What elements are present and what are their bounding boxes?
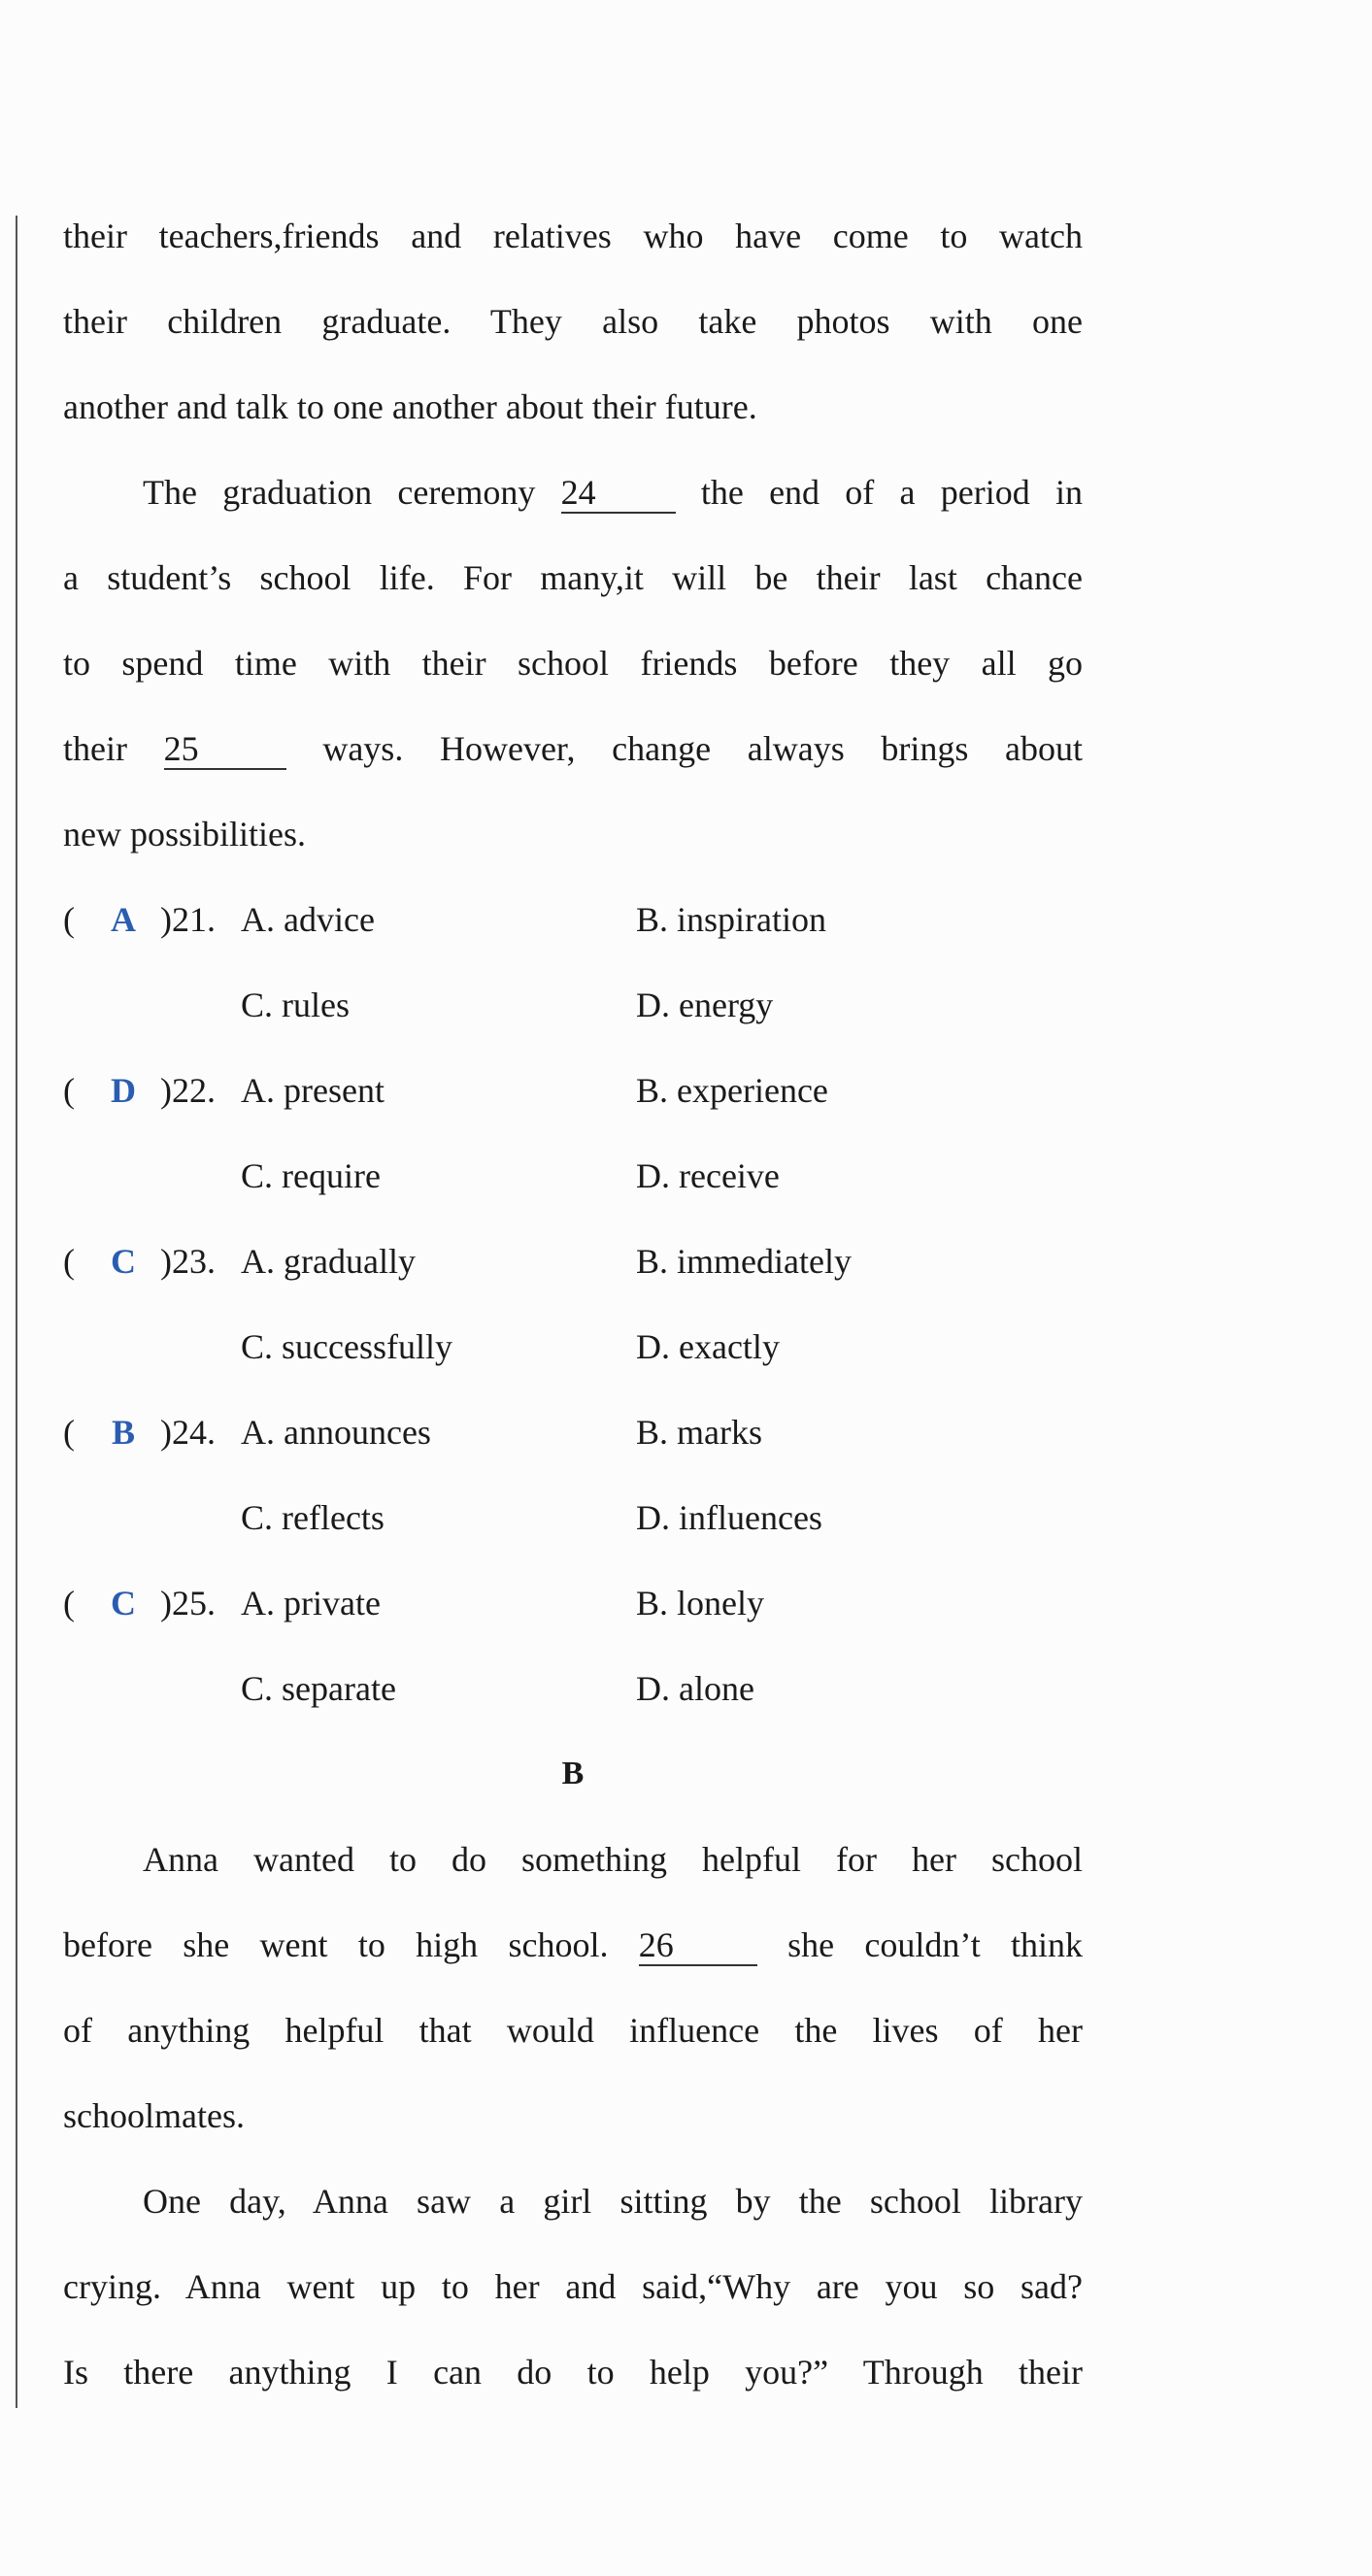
- option-a: A. gradually: [241, 1242, 416, 1281]
- option-a: A. present: [241, 1071, 385, 1110]
- passage-text: The graduation ceremony: [143, 473, 536, 512]
- option-a: A. announces: [241, 1413, 431, 1452]
- answer-25: C: [111, 1584, 136, 1623]
- answer-24: B: [111, 1413, 135, 1452]
- option-c: C. reflects: [241, 1498, 385, 1537]
- passage-line: new possibilities.: [63, 815, 306, 853]
- blank-24: 24: [561, 473, 676, 514]
- passage-line-with-blank-26: [63, 1924, 1083, 1966]
- option-b: B. inspiration: [636, 900, 826, 939]
- passage-line: crying. Anna went up to her and said,“Why are you so sad?: [63, 2267, 1083, 2306]
- option-d: D. energy: [636, 986, 774, 1024]
- option-c: C. separate: [241, 1669, 396, 1708]
- question-number: )24.: [160, 1413, 216, 1452]
- passage-line: their children graduate. They also take photos with one: [63, 302, 1083, 341]
- passage-line: to spend time with their school friends before they all go: [63, 644, 1083, 683]
- question-number: )25.: [160, 1584, 216, 1623]
- passage-line: schoolmates.: [63, 2096, 245, 2135]
- passage-text: before she went to high school.: [63, 1925, 609, 1964]
- answer-22: D: [111, 1071, 136, 1110]
- blank-25: 25: [164, 729, 286, 770]
- passage-line: a student’s school life. For many,it will be their last chance: [63, 558, 1083, 597]
- passage-text: she couldn’t think: [787, 1925, 1084, 1964]
- passage-line: Is there anything I can do to help you?” Through their: [63, 2353, 1083, 2392]
- option-d: D. alone: [636, 1669, 754, 1708]
- option-b: B. experience: [636, 1071, 828, 1110]
- option-c: C. successfully: [241, 1327, 452, 1366]
- passage-line: their teachers,friends and relatives who have come to watch: [63, 217, 1083, 255]
- option-c: C. require: [241, 1156, 381, 1195]
- paren-open: (: [63, 900, 75, 939]
- answer-21: A: [111, 900, 136, 939]
- option-b: B. immediately: [636, 1242, 852, 1281]
- left-margin-rule: [16, 216, 17, 2408]
- passage-line: another and talk to one another about their future.: [63, 387, 757, 426]
- answer-23: C: [111, 1242, 136, 1281]
- option-d: D. influences: [636, 1498, 822, 1537]
- passage-line-with-blank-25: [63, 727, 1083, 770]
- paren-open: (: [63, 1242, 75, 1281]
- question-number: )21.: [160, 900, 216, 939]
- passage-text: their: [63, 729, 127, 768]
- option-d: D. exactly: [636, 1327, 780, 1366]
- passage-line: of anything helpful that would influence the lives of her: [63, 2011, 1083, 2050]
- paren-open: (: [63, 1584, 75, 1623]
- passage-line: Anna wanted to do something helpful for her school: [143, 1840, 1083, 1879]
- option-c: C. rules: [241, 986, 350, 1024]
- paren-open: (: [63, 1071, 75, 1110]
- section-heading: B: [561, 1756, 585, 1791]
- passage-text: the end of a period in: [700, 473, 1083, 512]
- passage-line: One day, Anna saw a girl sitting by the school library: [143, 2182, 1083, 2221]
- option-a: A. private: [241, 1584, 381, 1623]
- question-number: )22.: [160, 1071, 216, 1110]
- question-number: )23.: [160, 1242, 216, 1281]
- paren-open: (: [63, 1413, 75, 1452]
- option-a: A. advice: [241, 900, 375, 939]
- option-d: D. receive: [636, 1156, 780, 1195]
- passage-line-with-blank-24: [63, 471, 1083, 514]
- option-b: B. marks: [636, 1413, 762, 1452]
- passage-text: ways. However, change always brings about: [322, 729, 1084, 768]
- blank-26: 26: [639, 1925, 757, 1966]
- option-b: B. lonely: [636, 1584, 764, 1623]
